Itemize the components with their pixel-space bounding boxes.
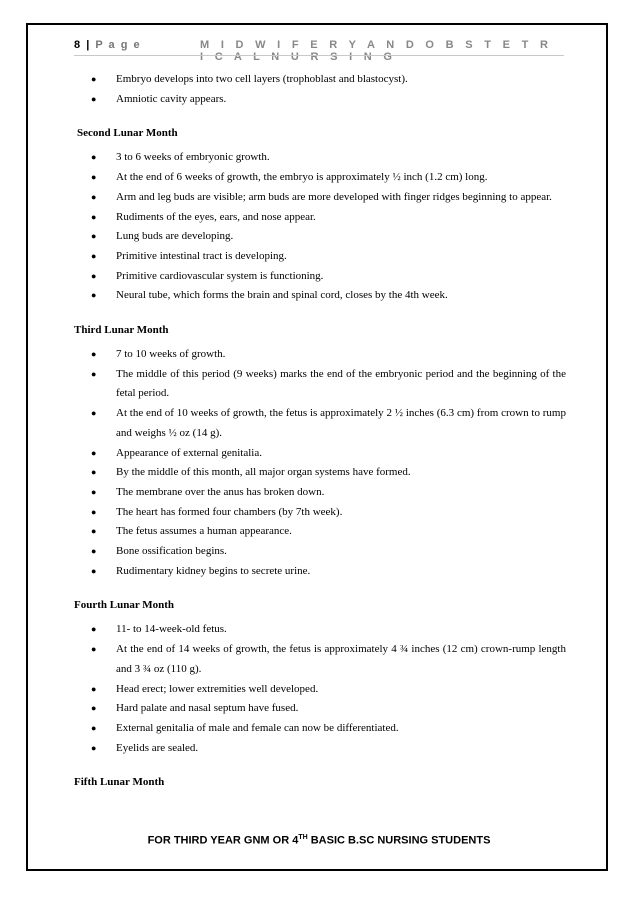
- bullet-icon: ●: [91, 683, 97, 694]
- bullet-icon: ●: [91, 703, 97, 714]
- list-item: [74, 542, 566, 562]
- list-item-text: The middle of this period (9 weeks) marks the end of the embryonic period and the beginning of the fetal period.: [116, 367, 566, 400]
- list-item: [74, 562, 566, 582]
- bullet-icon: ●: [91, 231, 97, 242]
- bullet-icon: ●: [91, 546, 97, 557]
- list-item-text: Primitive cardiovascular system is functioning.: [116, 269, 324, 282]
- bullet-icon: ●: [91, 93, 97, 104]
- list-item-text: Neural tube, which forms the brain and spinal cord, closes by the 4th week.: [116, 289, 448, 302]
- list-item-text: Head erect; lower extremities well developed.: [116, 682, 319, 695]
- header-title: M I D W I F E R Y A N D O B S T E T R I C A L N U R S I N G: [200, 39, 553, 63]
- list-item-text: At the end of 6 weeks of growth, the embryo is approximately ½ inch (1.2 cm) long.: [116, 171, 488, 184]
- list-item: [74, 70, 566, 90]
- bullet-icon: ●: [91, 742, 97, 753]
- bullet-icon: ●: [91, 74, 97, 84]
- list-item-text: 7 to 10 weeks of growth.: [116, 348, 226, 361]
- section-heading: Fifth Lunar Month: [74, 776, 165, 789]
- list-item-text: Rudimentary kidney begins to secrete urine.: [116, 564, 311, 577]
- list-item-text: External genitalia of male and female can now be differentiated.: [116, 721, 399, 734]
- list-item-text: 11- to 14-week-old fetus.: [116, 623, 227, 636]
- list-item-text: Bone ossification begins.: [116, 545, 227, 558]
- bullet-icon: ●: [91, 191, 97, 202]
- footer-text-tail: BASIC B.SC NURSING STUDENTS: [307, 834, 491, 847]
- bullet-icon: ●: [91, 447, 97, 458]
- list-item: [74, 247, 566, 267]
- section-list: [74, 620, 566, 758]
- section-heading: Third Lunar Month: [74, 324, 169, 337]
- list-item: [74, 463, 566, 483]
- bullet-icon: ●: [91, 486, 97, 497]
- list-item: [74, 483, 566, 503]
- bullet-icon: ●: [91, 565, 97, 576]
- bullet-icon: ●: [91, 270, 97, 281]
- list-item: [74, 148, 566, 168]
- list-item-text: Primitive intestinal tract is developing.: [116, 249, 287, 262]
- bullet-icon: ●: [91, 152, 97, 163]
- list-item: [74, 739, 566, 759]
- page-word: P a g e: [95, 39, 142, 51]
- list-item: [74, 522, 566, 542]
- bullet-icon: ●: [91, 368, 97, 379]
- list-item: [74, 227, 566, 247]
- list-item: [74, 444, 566, 464]
- list-item-text: The heart has formed four chambers (by 7th week).: [116, 505, 343, 518]
- list-item: [74, 719, 566, 739]
- page-number-label: [74, 39, 141, 51]
- list-item: [74, 90, 566, 110]
- list-item: [74, 680, 566, 700]
- list-item: [74, 345, 566, 365]
- list-item: [74, 365, 566, 404]
- page-number: 8: [74, 39, 82, 51]
- page-footer: [0, 834, 638, 847]
- list-item: [74, 267, 566, 287]
- bullet-icon: ●: [91, 624, 97, 635]
- bullet-icon: ●: [91, 172, 97, 183]
- bullet-icon: ●: [91, 722, 97, 733]
- list-item: [74, 503, 566, 523]
- list-item-text: Lung buds are developing.: [116, 230, 234, 243]
- intro-list: [74, 70, 566, 109]
- list-item-text: The membrane over the anus has broken down.: [116, 485, 325, 498]
- list-item: [74, 208, 566, 228]
- list-item-text: 3 to 6 weeks of embryonic growth.: [116, 151, 270, 164]
- section-heading: Fourth Lunar Month: [74, 599, 175, 612]
- list-item-text: The fetus assumes a human appearance.: [116, 525, 292, 538]
- bullet-icon: ●: [91, 349, 97, 360]
- list-item-text: Embryo develops into two cell layers (trophoblast and blastocyst).: [116, 73, 408, 85]
- list-item: [74, 188, 566, 208]
- list-item: [74, 168, 566, 188]
- list-item-text: Hard palate and nasal septum have fused.: [116, 702, 299, 715]
- bullet-icon: ●: [91, 467, 97, 478]
- list-item-text: At the end of 10 weeks of growth, the fetus is approximately 2 ½ inches (6.3 cm) from crown to rump and weighs ½ oz (14 g).: [116, 407, 566, 439]
- bullet-icon: ●: [91, 526, 97, 537]
- list-item: [74, 640, 566, 679]
- list-item: [74, 286, 566, 306]
- list-item-text: Amniotic cavity appears.: [116, 92, 227, 105]
- list-item-text: At the end of 14 weeks of growth, the fetus is approximately 4 ¾ inches (12 cm) crown-rump length and 3 ¾ oz (110 g).: [116, 643, 566, 675]
- section-list: [74, 345, 566, 581]
- list-item-text: Eyelids are sealed.: [116, 741, 199, 754]
- section-list: [74, 148, 566, 306]
- list-item-text: By the middle of this month, all major organ systems have formed.: [116, 466, 411, 479]
- bullet-icon: ●: [91, 408, 97, 419]
- list-item: [74, 699, 566, 719]
- list-item: [74, 620, 566, 640]
- bullet-icon: ●: [91, 506, 97, 517]
- page-separator: |: [86, 39, 91, 51]
- bullet-icon: ●: [91, 290, 97, 301]
- bullet-icon: ●: [91, 211, 97, 222]
- list-item: [74, 404, 566, 443]
- document-body: [74, 70, 566, 792]
- bullet-icon: ●: [91, 250, 97, 261]
- footer-superscript: TH: [298, 834, 308, 841]
- list-item-text: Arm and leg buds are visible; arm buds are more developed with finger ridges beginning to appear.: [116, 190, 552, 203]
- header-divider: [74, 55, 564, 56]
- bullet-icon: ●: [91, 644, 97, 655]
- footer-text: FOR THIRD YEAR GNM OR 4: [147, 834, 299, 847]
- list-item-text: Appearance of external genitalia.: [116, 446, 262, 459]
- section-heading: Second Lunar Month: [77, 127, 178, 140]
- list-item-text: Rudiments of the eyes, ears, and nose appear.: [116, 210, 316, 223]
